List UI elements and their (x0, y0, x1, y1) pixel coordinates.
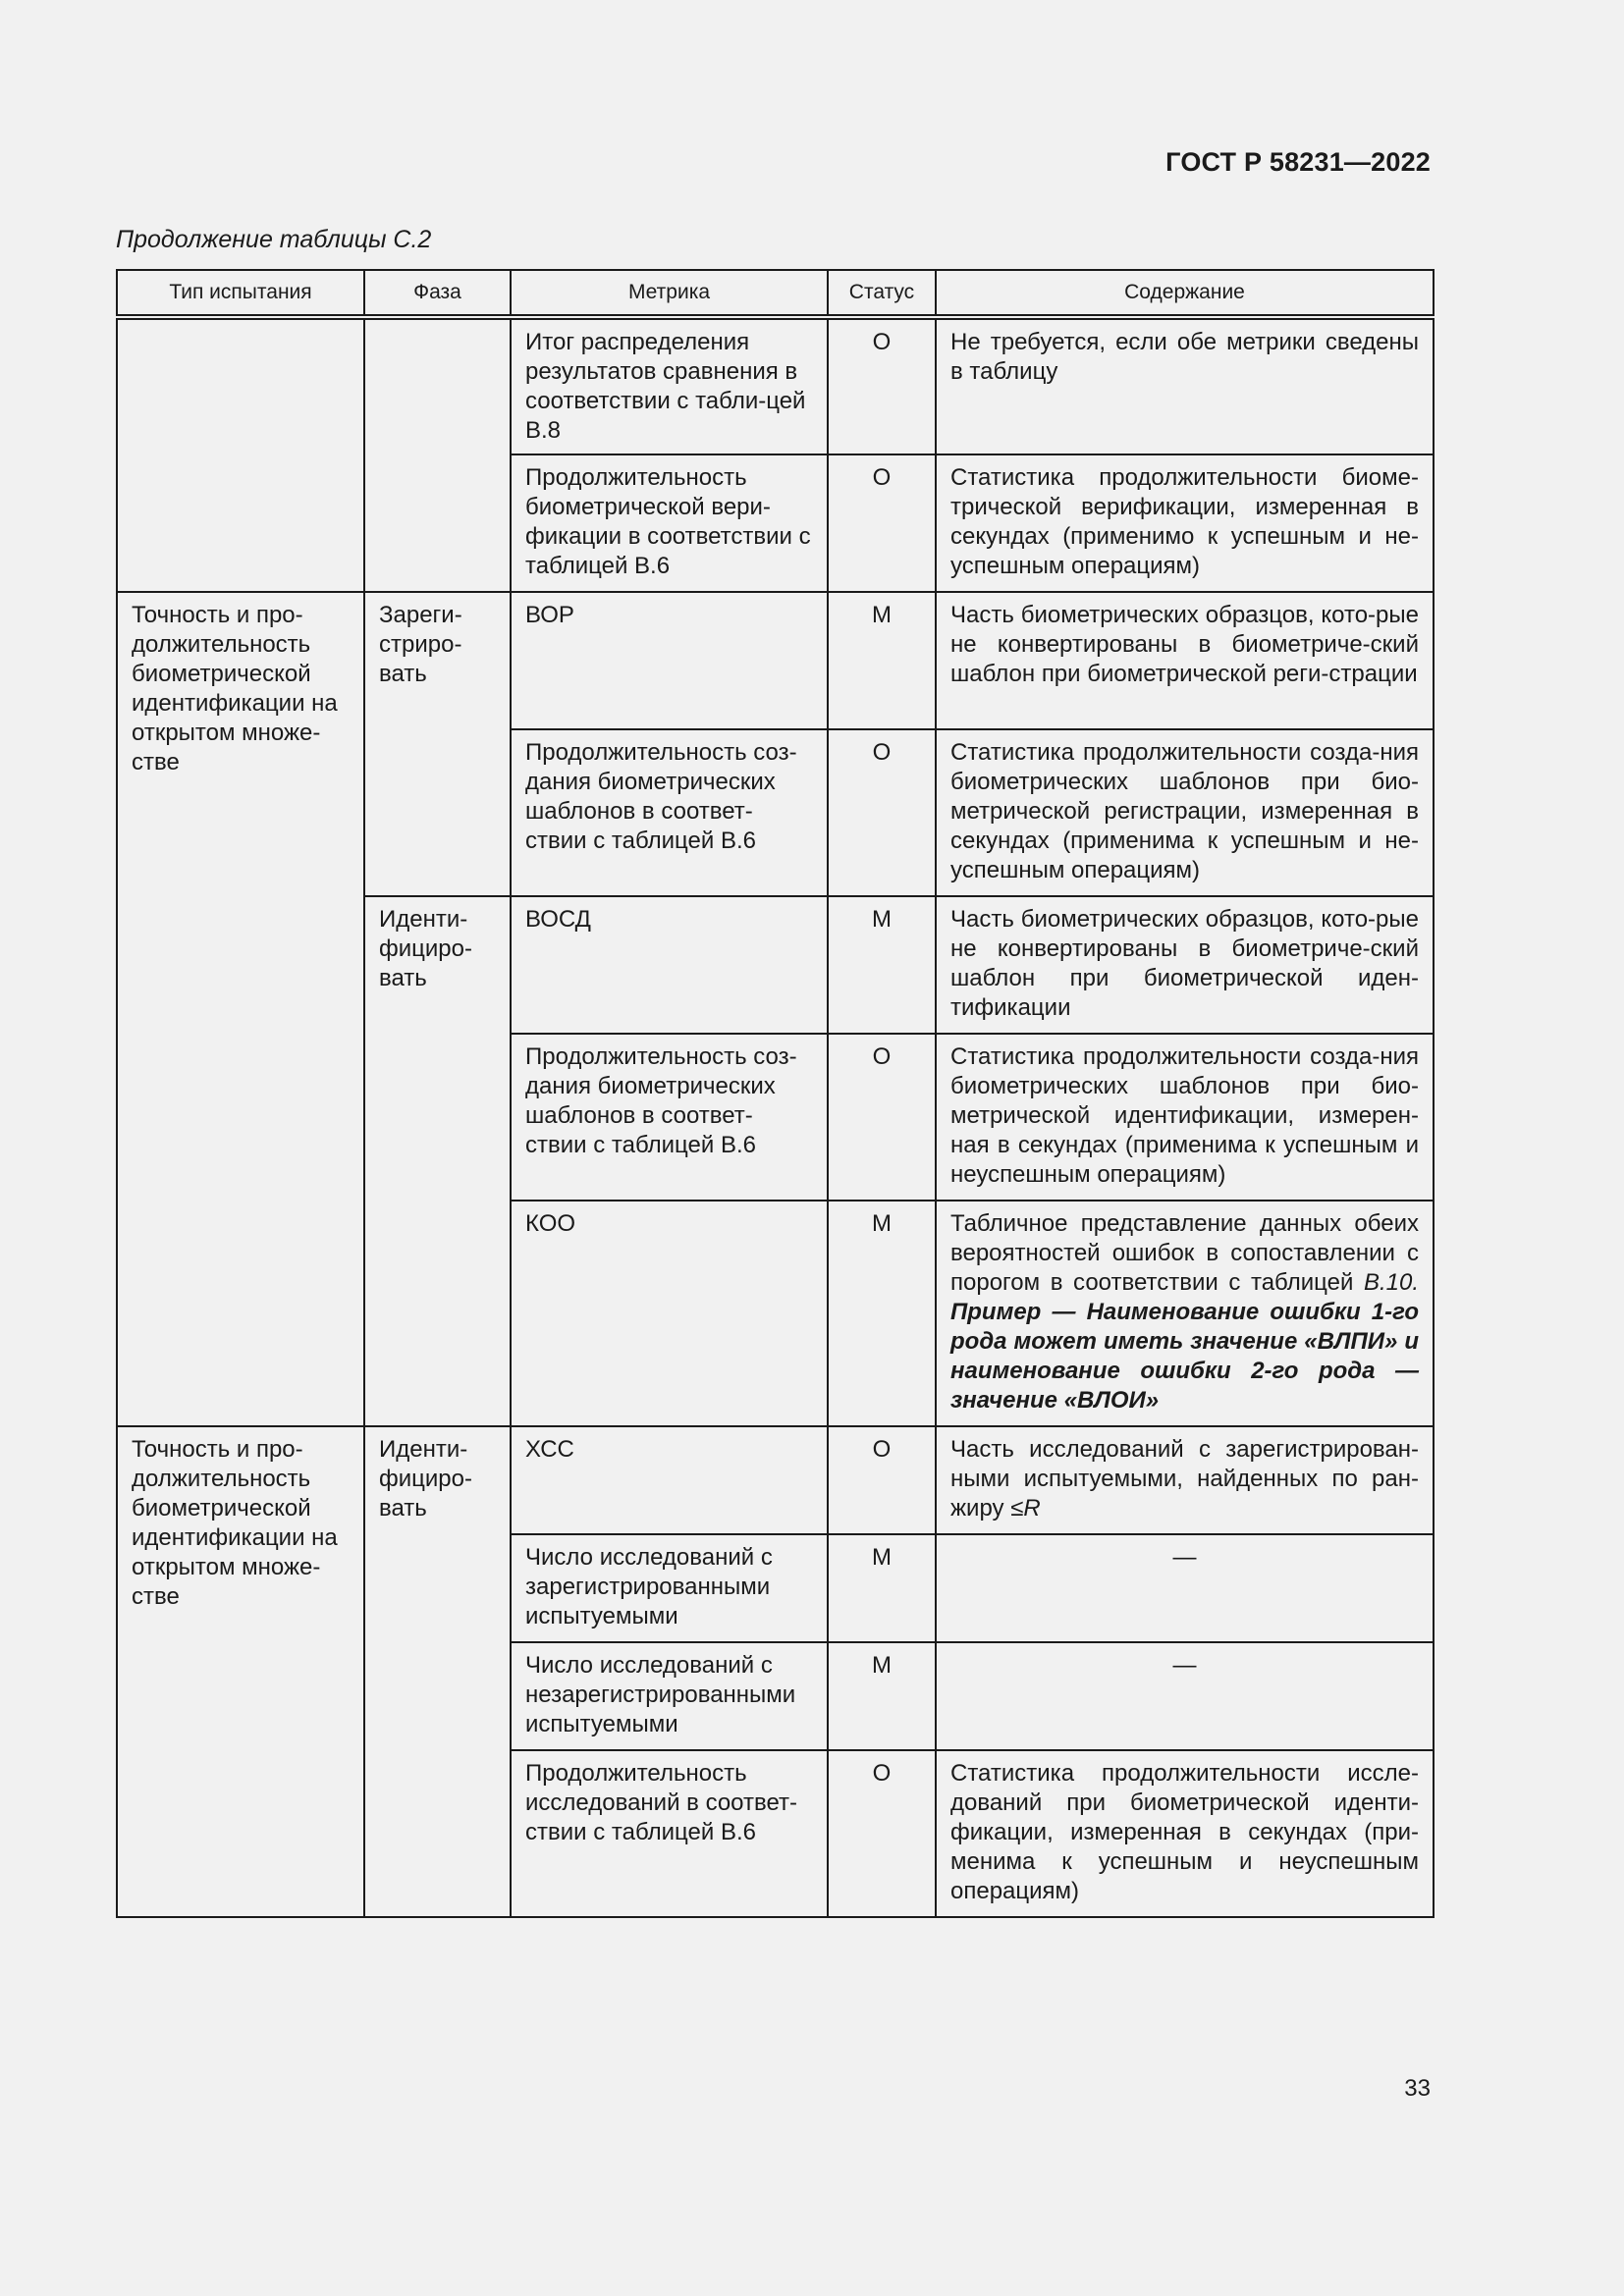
status-cell: M (828, 592, 936, 729)
content-cell: — (936, 1534, 1434, 1642)
table-row (117, 592, 1434, 729)
column-header-content: Содержание (936, 270, 1434, 317)
column-header-test-type: Тип испытания (117, 270, 364, 317)
content-cell (936, 1201, 1434, 1426)
table-header-row (117, 270, 1434, 317)
rank-variable: R (1023, 1495, 1041, 1522)
table-row (117, 1426, 1434, 1534)
example-note: Пример — Наименование ошибки 1-го рода может иметь значение «ВЛПИ» и наименование ошибки 2-го рода — значение «ВЛОИ» (950, 1299, 1419, 1414)
status-cell: M (828, 1201, 936, 1426)
status-cell: M (828, 1642, 936, 1750)
status-cell: O (828, 454, 936, 592)
phase-cell: Иденти-фициро-вать (364, 1426, 511, 1917)
status-cell: O (828, 317, 936, 454)
phase-cell: Иденти-фициро-вать (364, 896, 511, 1426)
content-cell: Часть биометрических образцов, кото-рые не конвертированы в биометриче-ский шаблон при биометрической реги-страции (936, 592, 1434, 729)
metric-cell: Продолжительность биометрической вери-фикации в соответствии с таблицей В.6 (511, 454, 828, 592)
column-header-metric: Метрика (511, 270, 828, 317)
content-cell: Не требуется, если обе метрики сведены в таблицу (936, 317, 1434, 454)
metric-cell: Число исследований с незарегистрированными испытуемыми (511, 1642, 828, 1750)
content-cell (936, 1426, 1434, 1534)
test-type-cell: Точность и про-должительность биометрической идентификации на открытом множе-стве (117, 592, 364, 1426)
metric-cell: ХСС (511, 1426, 828, 1534)
column-header-phase: Фаза (364, 270, 511, 317)
column-header-status: Статус (828, 270, 936, 317)
page-number: 33 (1404, 2075, 1431, 2102)
document-header: ГОСТ Р 58231—2022 (1165, 147, 1431, 177)
specification-table (116, 269, 1435, 1918)
phase-cell (364, 317, 511, 592)
metric-cell: Число исследований с зарегистрированными испытуемыми (511, 1534, 828, 1642)
status-cell: M (828, 896, 936, 1034)
content-cell: Статистика продолжительности биоме-трической верификации, измеренная в секундах (применимо к успешным и не-успешным операциям) (936, 454, 1434, 592)
phase-cell: Зареги-стриро-вать (364, 592, 511, 896)
content-text: Табличное представление данных обеих вероятностей ошибок в сопоставлении с порогом в соответствии с таблицей (950, 1210, 1419, 1296)
table-reference: В.10. (1363, 1269, 1419, 1296)
status-cell: O (828, 1750, 936, 1917)
status-cell: O (828, 729, 936, 896)
table-row (117, 317, 1434, 454)
status-cell: O (828, 1426, 936, 1534)
content-text: Часть исследований с зарегистрирован-ными испытуемыми, найденных по ран-жиру ≤ (950, 1436, 1419, 1522)
content-cell: — (936, 1642, 1434, 1750)
metric-cell: Продолжительность соз-дания биометрических шаблонов в соответ-ствии с таблицей В.6 (511, 1034, 828, 1201)
metric-cell: Итог распределения результатов сравнения в соответствии с табли-цей В.8 (511, 317, 828, 454)
content-cell: Статистика продолжительности созда-ния биометрических шаблонов при био-метрической идентификации, измерен-ная в секундах (применима к успешным и неуспешным операциям) (936, 1034, 1434, 1201)
test-type-cell (117, 317, 364, 592)
test-type-cell: Точность и про-должительность биометрической идентификации на открытом множе-стве (117, 1426, 364, 1917)
status-cell: M (828, 1534, 936, 1642)
metric-cell: ВОР (511, 592, 828, 729)
content-cell: Статистика продолжительности иссле-дований при биометрической иденти-фикации, измеренная в секундах (при-менима к успешным и неуспешным операциям) (936, 1750, 1434, 1917)
table-caption: Продолжение таблицы C.2 (116, 226, 432, 253)
metric-cell: КОО (511, 1201, 828, 1426)
metric-cell: Продолжительность соз-дания биометрических шаблонов в соответ-ствии с таблицей В.6 (511, 729, 828, 896)
status-cell: O (828, 1034, 936, 1201)
content-cell: Часть биометрических образцов, кото-рые не конвертированы в биометриче-ский шаблон при биометрической иден-тификации (936, 896, 1434, 1034)
metric-cell: ВОСД (511, 896, 828, 1034)
metric-cell: Продолжительность исследований в соответ-ствии с таблицей В.6 (511, 1750, 828, 1917)
content-cell: Статистика продолжительности созда-ния биометрических шаблонов при био-метрической регистрации, измеренная в секундах (применима к успешным и не-успешным операциям) (936, 729, 1434, 896)
